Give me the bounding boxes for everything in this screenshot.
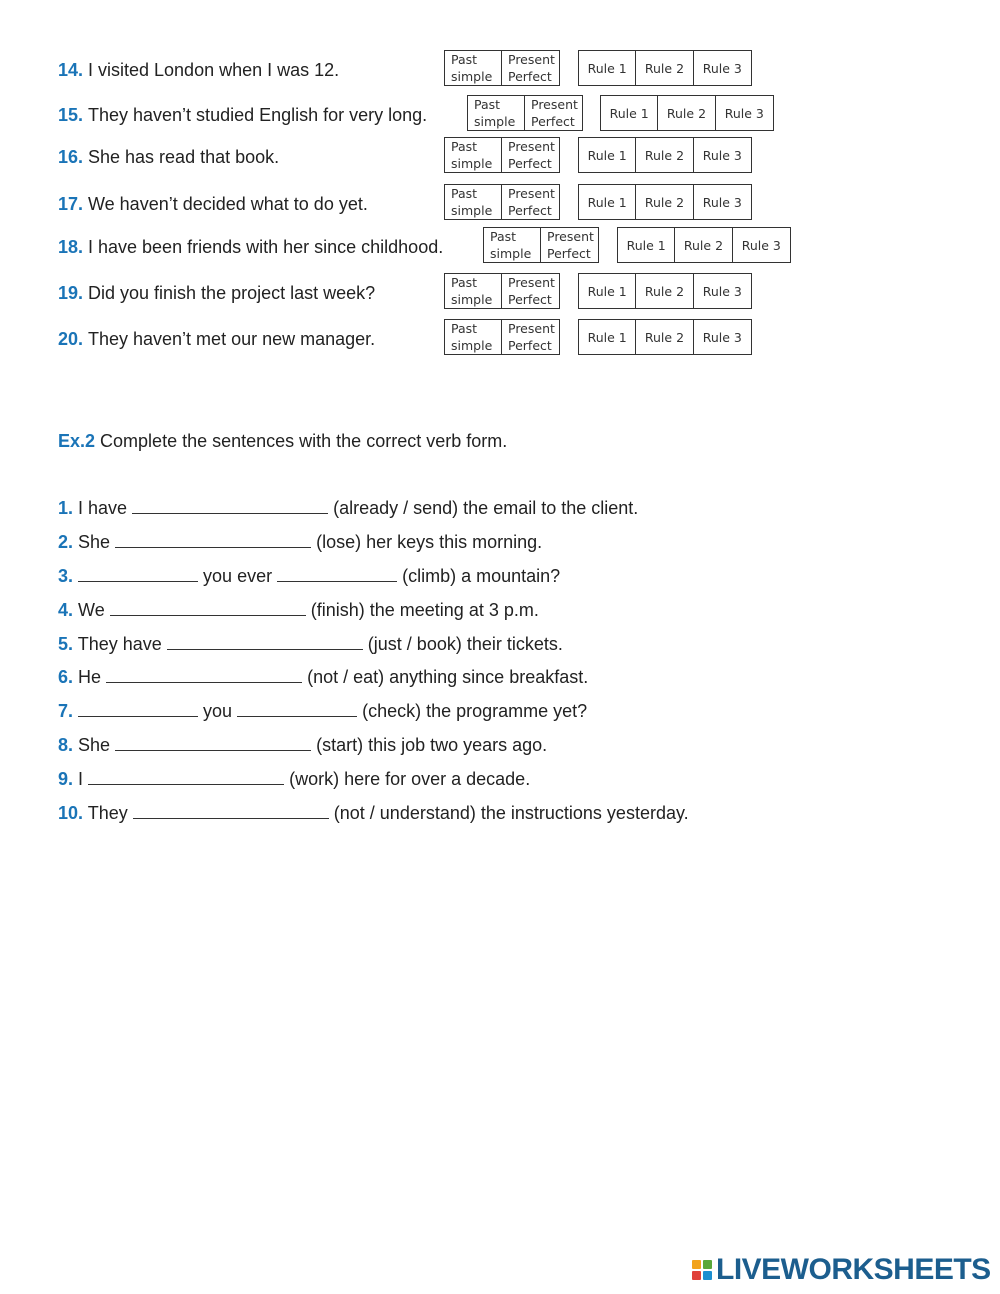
rule-3-option[interactable]: Rule 3 — [702, 329, 742, 345]
item-text-after: (climb) a mountain? — [402, 566, 561, 586]
gap-fill-item-3 — [58, 565, 560, 591]
question-row-18 — [58, 227, 958, 267]
liveworksheets-logo — [692, 1253, 991, 1287]
item-number: 3. — [58, 566, 74, 586]
question-row-17 — [58, 184, 958, 224]
tense-choice — [444, 137, 560, 173]
logo-square — [703, 1271, 712, 1280]
rule-choice — [578, 184, 752, 220]
rule-2-option[interactable]: Rule 2 — [636, 138, 693, 172]
gap-fill-item-6 — [58, 666, 588, 692]
present-perfect-option[interactable]: Present Perfect — [531, 97, 578, 129]
answer-blank-1[interactable] — [78, 565, 198, 582]
rule-2-option[interactable]: Rule 2 — [636, 274, 693, 308]
rule-choice — [578, 50, 752, 86]
question-row-14 — [58, 50, 958, 90]
rule-2-option[interactable]: Rule 2 — [636, 51, 693, 85]
rule-choice — [600, 95, 774, 131]
question-number: 14. — [58, 60, 84, 80]
rule-3-option[interactable]: Rule 3 — [702, 60, 742, 76]
gap-fill-item-10 — [58, 802, 689, 828]
answer-blank-2[interactable] — [277, 565, 397, 582]
rule-3-option[interactable]: Rule 3 — [702, 283, 742, 299]
question-text: They haven’t studied English for very long. — [88, 105, 428, 125]
item-text-before: I — [78, 769, 84, 789]
gap-fill-item-1 — [58, 497, 638, 523]
rule-3-option[interactable]: Rule 3 — [741, 237, 781, 253]
rule-2-option[interactable]: Rule 2 — [636, 185, 693, 219]
item-text-after: (finish) the meeting at 3 p.m. — [310, 600, 539, 620]
logo-square — [703, 1260, 712, 1269]
past-simple-option[interactable]: Past simple — [484, 228, 541, 262]
rule-1-option[interactable]: Rule 1 — [579, 320, 636, 354]
rule-1-option[interactable]: Rule 1 — [579, 185, 636, 219]
item-number: 1. — [58, 498, 74, 518]
rule-2-option[interactable]: Rule 2 — [658, 96, 715, 130]
rule-choice — [617, 227, 791, 263]
question-number: 19. — [58, 283, 84, 303]
rule-2-option[interactable]: Rule 2 — [636, 320, 693, 354]
answer-blank[interactable] — [133, 802, 329, 819]
gap-fill-item-4 — [58, 599, 539, 625]
question-text: She has read that book. — [88, 147, 280, 167]
item-text-before: She — [78, 735, 111, 755]
item-text-after: (not / understand) the instructions yesterday. — [333, 803, 689, 823]
past-simple-option[interactable]: Past simple — [445, 51, 502, 85]
question-text: I visited London when I was 12. — [88, 60, 340, 80]
item-text-after: (check) the programme yet? — [362, 701, 588, 721]
logo-text: LIVEWORKSHEETS — [716, 1253, 991, 1286]
past-simple-option[interactable]: Past simple — [445, 138, 502, 172]
item-number: 6. — [58, 667, 74, 687]
logo-squares-icon — [692, 1260, 712, 1280]
past-simple-option[interactable]: Past simple — [445, 320, 502, 354]
rule-3-option[interactable]: Rule 3 — [702, 194, 742, 210]
gap-fill-item-9 — [58, 768, 530, 794]
question-row-20 — [58, 319, 958, 359]
answer-blank-2[interactable] — [237, 700, 357, 717]
question-row-16 — [58, 137, 958, 177]
question-text: They haven’t met our new manager. — [88, 329, 376, 349]
rule-1-option[interactable]: Rule 1 — [601, 96, 658, 130]
gap-fill-item-8 — [58, 734, 547, 760]
rule-1-option[interactable]: Rule 1 — [579, 274, 636, 308]
item-number: 5. — [58, 634, 74, 654]
present-perfect-option[interactable]: Present Perfect — [508, 186, 555, 218]
question-number: 15. — [58, 105, 84, 125]
question-text: I have been friends with her since childhood. — [88, 237, 444, 257]
rule-1-option[interactable]: Rule 1 — [579, 51, 636, 85]
question-number: 20. — [58, 329, 84, 349]
present-perfect-option[interactable]: Present Perfect — [547, 229, 594, 261]
past-simple-option[interactable]: Past simple — [445, 185, 502, 219]
question-text: Did you finish the project last week? — [88, 283, 376, 303]
item-text-after: (already / send) the email to the client. — [333, 498, 639, 518]
item-number: 7. — [58, 701, 74, 721]
item-number: 2. — [58, 532, 74, 552]
item-text-after: (just / book) their tickets. — [367, 634, 563, 654]
tense-choice — [444, 273, 560, 309]
question-number: 18. — [58, 237, 84, 257]
present-perfect-option[interactable]: Present Perfect — [508, 321, 555, 353]
answer-blank[interactable] — [132, 497, 328, 514]
item-text-middle: you — [203, 701, 233, 721]
rule-1-option[interactable]: Rule 1 — [579, 138, 636, 172]
item-text-after: (not / eat) anything since breakfast. — [307, 667, 589, 687]
gap-fill-item-7 — [58, 700, 587, 726]
rule-3-option[interactable]: Rule 3 — [724, 105, 764, 121]
question-row-19 — [58, 273, 958, 313]
rule-3-option[interactable]: Rule 3 — [702, 147, 742, 163]
question-number: 17. — [58, 194, 84, 214]
item-number: 10. — [58, 803, 84, 823]
item-text-before: We — [78, 600, 105, 620]
item-text-after: (work) here for over a decade. — [289, 769, 531, 789]
answer-blank-1[interactable] — [78, 700, 198, 717]
logo-square — [692, 1271, 701, 1280]
present-perfect-option[interactable]: Present Perfect — [508, 52, 555, 84]
rule-2-option[interactable]: Rule 2 — [675, 228, 732, 262]
question-number: 16. — [58, 147, 84, 167]
item-text-after: (start) this job two years ago. — [316, 735, 548, 755]
answer-blank[interactable] — [115, 531, 311, 548]
exercise-label: Ex.2 — [58, 431, 96, 451]
tense-choice — [444, 184, 560, 220]
rule-choice — [578, 137, 752, 173]
answer-blank[interactable] — [110, 599, 306, 616]
rule-1-option[interactable]: Rule 1 — [618, 228, 675, 262]
tense-choice — [467, 95, 583, 131]
gap-fill-item-2 — [58, 531, 542, 557]
answer-blank[interactable] — [115, 734, 311, 751]
tense-choice — [483, 227, 599, 263]
tense-choice — [444, 319, 560, 355]
exercise-instruction: Complete the sentences with the correct verb form. — [100, 431, 508, 451]
item-text-before: They have — [77, 634, 162, 654]
exercise-2-heading — [58, 431, 507, 452]
item-number: 8. — [58, 735, 74, 755]
present-perfect-option[interactable]: Present Perfect — [508, 275, 555, 307]
item-number: 4. — [58, 600, 74, 620]
tense-choice — [444, 50, 560, 86]
item-text-before: I have — [78, 498, 128, 518]
present-perfect-option[interactable]: Present Perfect — [508, 139, 555, 171]
answer-blank[interactable] — [106, 666, 302, 683]
answer-blank[interactable] — [167, 633, 363, 650]
item-text-middle: you ever — [203, 566, 273, 586]
question-text: We haven’t decided what to do yet. — [88, 194, 368, 214]
item-number: 9. — [58, 769, 74, 789]
item-text-before: She — [78, 532, 111, 552]
rule-choice — [578, 273, 752, 309]
question-row-15 — [58, 95, 958, 135]
answer-blank[interactable] — [88, 768, 284, 785]
item-text-after: (lose) her keys this morning. — [316, 532, 543, 552]
gap-fill-item-5 — [58, 633, 563, 659]
item-text-before: He — [78, 667, 102, 687]
rule-choice — [578, 319, 752, 355]
past-simple-option[interactable]: Past simple — [468, 96, 525, 130]
logo-square — [692, 1260, 701, 1269]
past-simple-option[interactable]: Past simple — [445, 274, 502, 308]
item-text-before: They — [87, 803, 128, 823]
